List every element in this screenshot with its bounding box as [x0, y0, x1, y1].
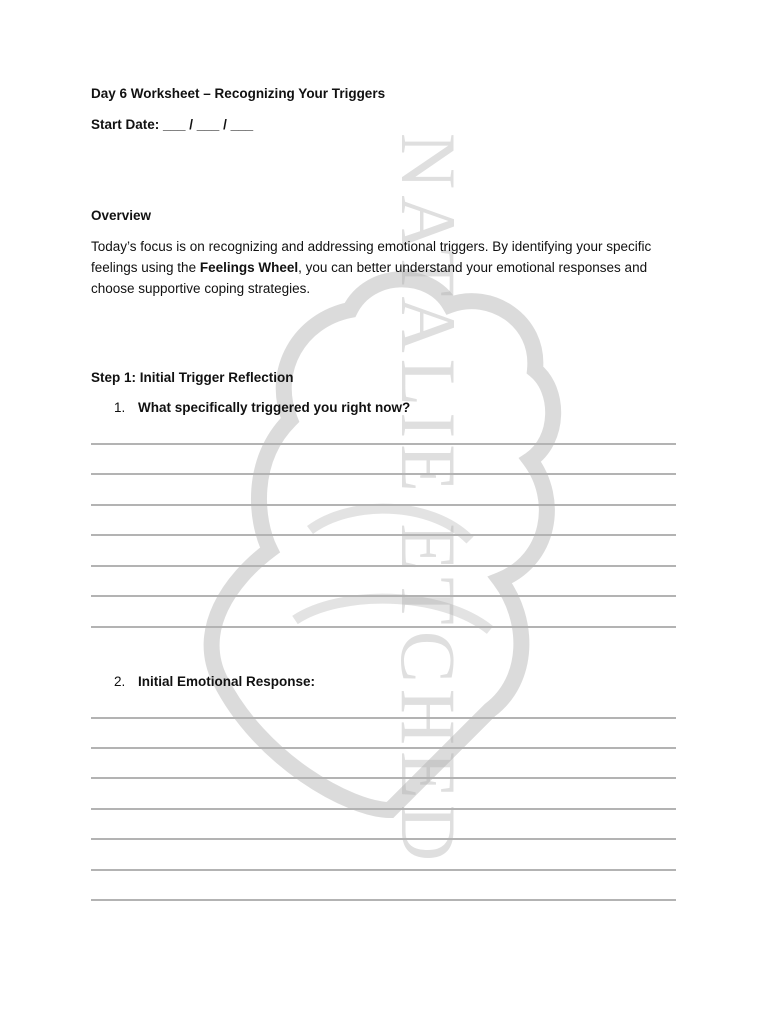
answer-line[interactable] [91, 534, 676, 536]
answer-line[interactable] [91, 595, 676, 597]
question-1 [114, 400, 410, 415]
answer-line[interactable] [91, 899, 676, 901]
question-number: 1. [114, 400, 126, 415]
overview-heading: Overview [91, 208, 152, 223]
answer-line[interactable] [91, 504, 676, 506]
overview-paragraph [91, 236, 681, 299]
start-date-field[interactable]: Start Date: ___ / ___ / ___ [91, 117, 254, 132]
answer-line[interactable] [91, 869, 676, 871]
answer-line[interactable] [91, 565, 676, 567]
answer-line[interactable] [91, 626, 676, 628]
tree-watermark-icon [200, 120, 580, 880]
watermark-text: NATALIE ETCHED [385, 132, 472, 868]
worksheet-title: Day 6 Worksheet – Recognizing Your Triggers [91, 86, 386, 101]
question-text: Initial Emotional Response: [138, 674, 316, 689]
answer-line[interactable] [91, 717, 676, 719]
step1-heading: Step 1: Initial Trigger Reflection [91, 370, 294, 385]
answer-line[interactable] [91, 747, 676, 749]
question-number: 2. [114, 674, 126, 689]
overview-text-after: , you can better understand your emotional responses and choose supportive coping strategies. [91, 260, 648, 296]
feelings-wheel-term: Feelings Wheel [199, 260, 299, 275]
answer-line[interactable] [91, 443, 676, 445]
answer-line[interactable] [91, 473, 676, 475]
question-text: What specifically triggered you right now? [138, 400, 411, 415]
question-2 [114, 674, 315, 689]
answer-line[interactable] [91, 838, 676, 840]
overview-text-before: Today’s focus is on recognizing and addressing emotional triggers. By identifying your specific feelings using the [91, 239, 652, 275]
answer-line[interactable] [91, 777, 676, 779]
answer-line[interactable] [91, 808, 676, 810]
